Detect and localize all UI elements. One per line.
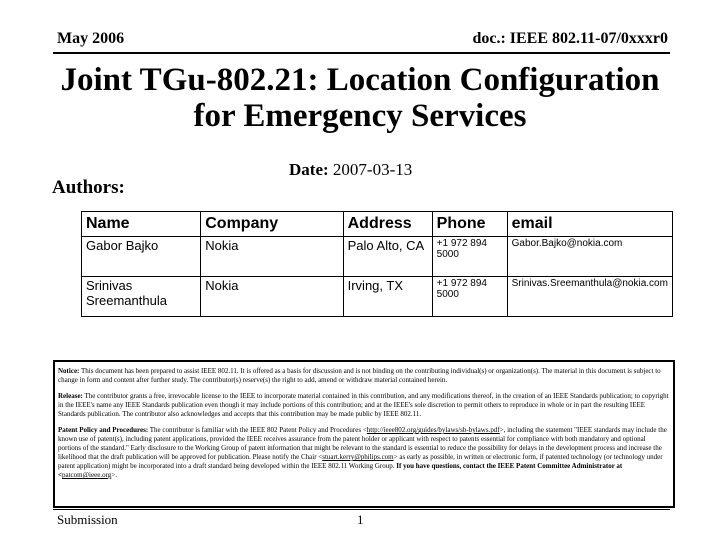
author-address: Palo Alto, CA [343, 237, 432, 277]
table-row [82, 237, 673, 277]
patent-paragraph [58, 426, 670, 480]
date-value: 2007-03-13 [332, 160, 413, 179]
release-paragraph [58, 392, 670, 419]
header-company: Company [201, 212, 343, 237]
table-row [82, 277, 673, 317]
author-company: Nokia [201, 237, 343, 277]
header-email: email [507, 212, 672, 237]
header-date: May 2006 [57, 30, 125, 47]
table-header-row [82, 212, 673, 237]
title-line-2: for Emergency Services [193, 98, 527, 134]
patent-policy-link[interactable]: http://ieee802.org/guides/bylaws/sb-bylaws.pdf [366, 426, 500, 434]
date-line [289, 160, 412, 180]
author-phone: +1 972 894 5000 [432, 237, 507, 277]
author-address: Irving, TX [343, 277, 432, 317]
header-name: Name [82, 212, 201, 237]
author-email: Srinivas.Sreemanthula@nokia.com [507, 277, 672, 317]
authors-label: Authors: [52, 177, 125, 198]
date-label: Date: [289, 160, 329, 179]
release-text: The contributor grants a free, irrevocable license to the IEEE to incorporate material contained in this contribution, and any modifications thereof, in the creation of an IEEE Standards publication; to copyright in the IEEE's name any IEEE Standards publication even though it may include portions of this contribution; and at the IEEE's sole discretion to permit others to reproduce in whole or in part the resulting IEEE Standards publication. The contributor also acknowledges and accepts that this contribution may be made public by IEEE 802.11. [58, 392, 669, 418]
notice-paragraph [58, 367, 670, 385]
page-number: 1 [357, 512, 364, 527]
notice-text: This document has been prepared to assist IEEE 802.11. It is offered as a basis for discussion and is not binding on the contributing individual(s) or organization(s). The material in this document is subject to change in form and content after further study. The contributor(s) reserve(s) the right to add, amend or withdraw material contained herein. [58, 367, 661, 384]
release-label: Release: [58, 392, 83, 400]
questions-end: >. [111, 471, 117, 479]
patent-text-2: >, including the statement "IEEE standards may include the known use of patent(s), including patent applications, provided the IEEE receives assurance from the patent holder or applicant with respect to patents essential for compliance with both mandatory and optional portions of the standard." Early disclosure to the Working Group of patent information that might be relevant to the standard is essential to reduce the possibility for delays in the development process and increase the likelihood that the draft publication will be approved for publication. Please notify the Chair < [58, 426, 667, 461]
notice-box [53, 360, 675, 508]
header-doc-id: doc.: IEEE 802.11-07/0xxxr0 [472, 30, 668, 47]
author-phone: +1 972 894 5000 [432, 277, 507, 317]
header-address: Address [343, 212, 432, 237]
chair-email-link[interactable]: stuart.kerry@philips.com [322, 453, 394, 461]
patent-label: Patent Policy and Procedures: [58, 426, 149, 434]
footer-submission: Submission [57, 512, 118, 527]
questions-text: If you have questions, contact the IEEE Patent Committee Administrator at < [58, 462, 623, 479]
footer-rule [53, 509, 670, 510]
notice-label: Notice: [58, 367, 80, 375]
author-name: Srinivas Sreemanthula [82, 277, 201, 317]
patent-text-1: The contributor is familiar with the IEEE 802 Patent Policy and Procedures < [149, 426, 367, 434]
patent-text-3: > as early as possible, in written or electronic form, if patented technology (or technology under patent application) might be incorporated into a draft standard being developed within the IEEE 802.11 Working Group. [58, 453, 663, 470]
header-rule [53, 52, 670, 54]
title-line-1: Joint TGu-802.21: Location Configuration [60, 62, 660, 98]
authors-table [81, 211, 673, 317]
admin-email-link[interactable]: patcom@ieee.org [62, 471, 112, 479]
author-name: Gabor Bajko [82, 237, 201, 277]
author-email: Gabor.Bajko@nokia.com [507, 237, 672, 277]
author-company: Nokia [201, 277, 343, 317]
header-phone: Phone [432, 212, 507, 237]
slide-title [40, 62, 680, 134]
